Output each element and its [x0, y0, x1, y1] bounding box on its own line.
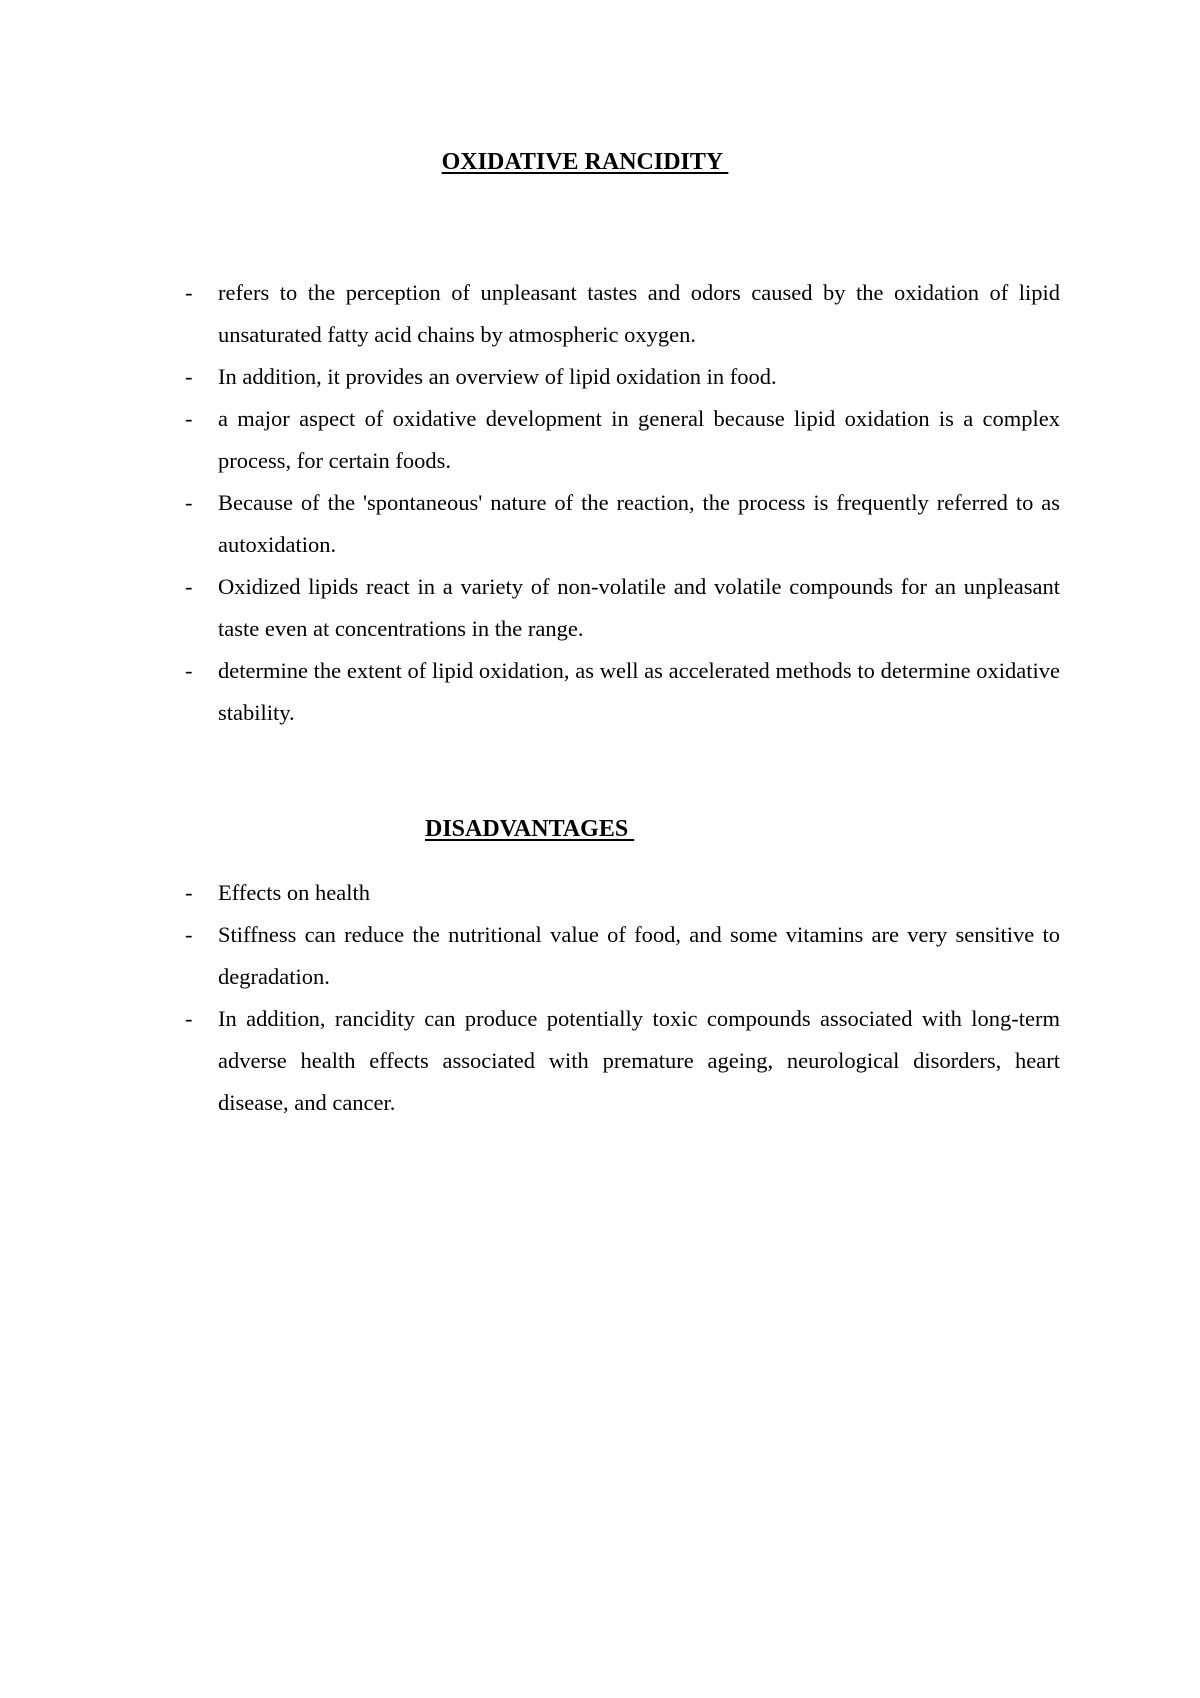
bullet-dash: -	[185, 658, 193, 683]
bullet-dash: -	[185, 880, 193, 905]
list-item-text: determine the extent of lipid oxidation, as well as accelerated methods to determine oxidative stability.	[218, 658, 1060, 725]
list-item-text: Because of the 'spontaneous' nature of the reaction, the process is frequently referred to as autoxidation.	[218, 490, 1060, 557]
section-title-oxidative-rancidity: OXIDATIVE RANCIDITY	[441, 149, 729, 175]
bullet-dash: -	[185, 490, 193, 515]
disadvantages-list	[185, 872, 1060, 1124]
oxidative-rancidity-list	[185, 272, 1060, 734]
list-item-text: In addition, it provides an overview of lipid oxidation in food.	[218, 364, 777, 389]
bullet-dash: -	[185, 364, 193, 389]
list-item	[185, 998, 1060, 1124]
list-item-text: Effects on health	[218, 880, 371, 905]
list-item	[185, 650, 1060, 734]
list-item	[185, 566, 1060, 650]
list-item-text: Stiffness can reduce the nutritional value of food, and some vitamins are very sensitive to degradation.	[218, 922, 1060, 989]
list-item-text: refers to the perception of unpleasant tastes and odors caused by the oxidation of lipid unsaturated fatty acid chains by atmospheric oxygen.	[218, 280, 1060, 347]
list-item	[185, 914, 1060, 998]
section-title-disadvantages: DISADVANTAGES	[425, 816, 635, 842]
list-item-text: In addition, rancidity can produce potentially toxic compounds associated with long-term adverse health effects associated with premature ageing, neurological disorders, heart disease, and cancer.	[218, 1006, 1060, 1115]
list-item	[185, 482, 1060, 566]
bullet-dash: -	[185, 574, 193, 599]
list-item	[185, 398, 1060, 482]
bullet-dash: -	[185, 922, 193, 947]
list-item	[185, 872, 1060, 914]
bullet-dash: -	[185, 280, 193, 305]
list-item-text: a major aspect of oxidative development in general because lipid oxidation is a complex process, for certain foods.	[218, 406, 1060, 473]
bullet-dash: -	[185, 406, 193, 431]
list-item-text: Oxidized lipids react in a variety of non-volatile and volatile compounds for an unpleasant taste even at concentrations in the range.	[218, 574, 1060, 641]
bullet-dash: -	[185, 1006, 193, 1031]
list-item	[185, 356, 1060, 398]
list-item	[185, 272, 1060, 356]
